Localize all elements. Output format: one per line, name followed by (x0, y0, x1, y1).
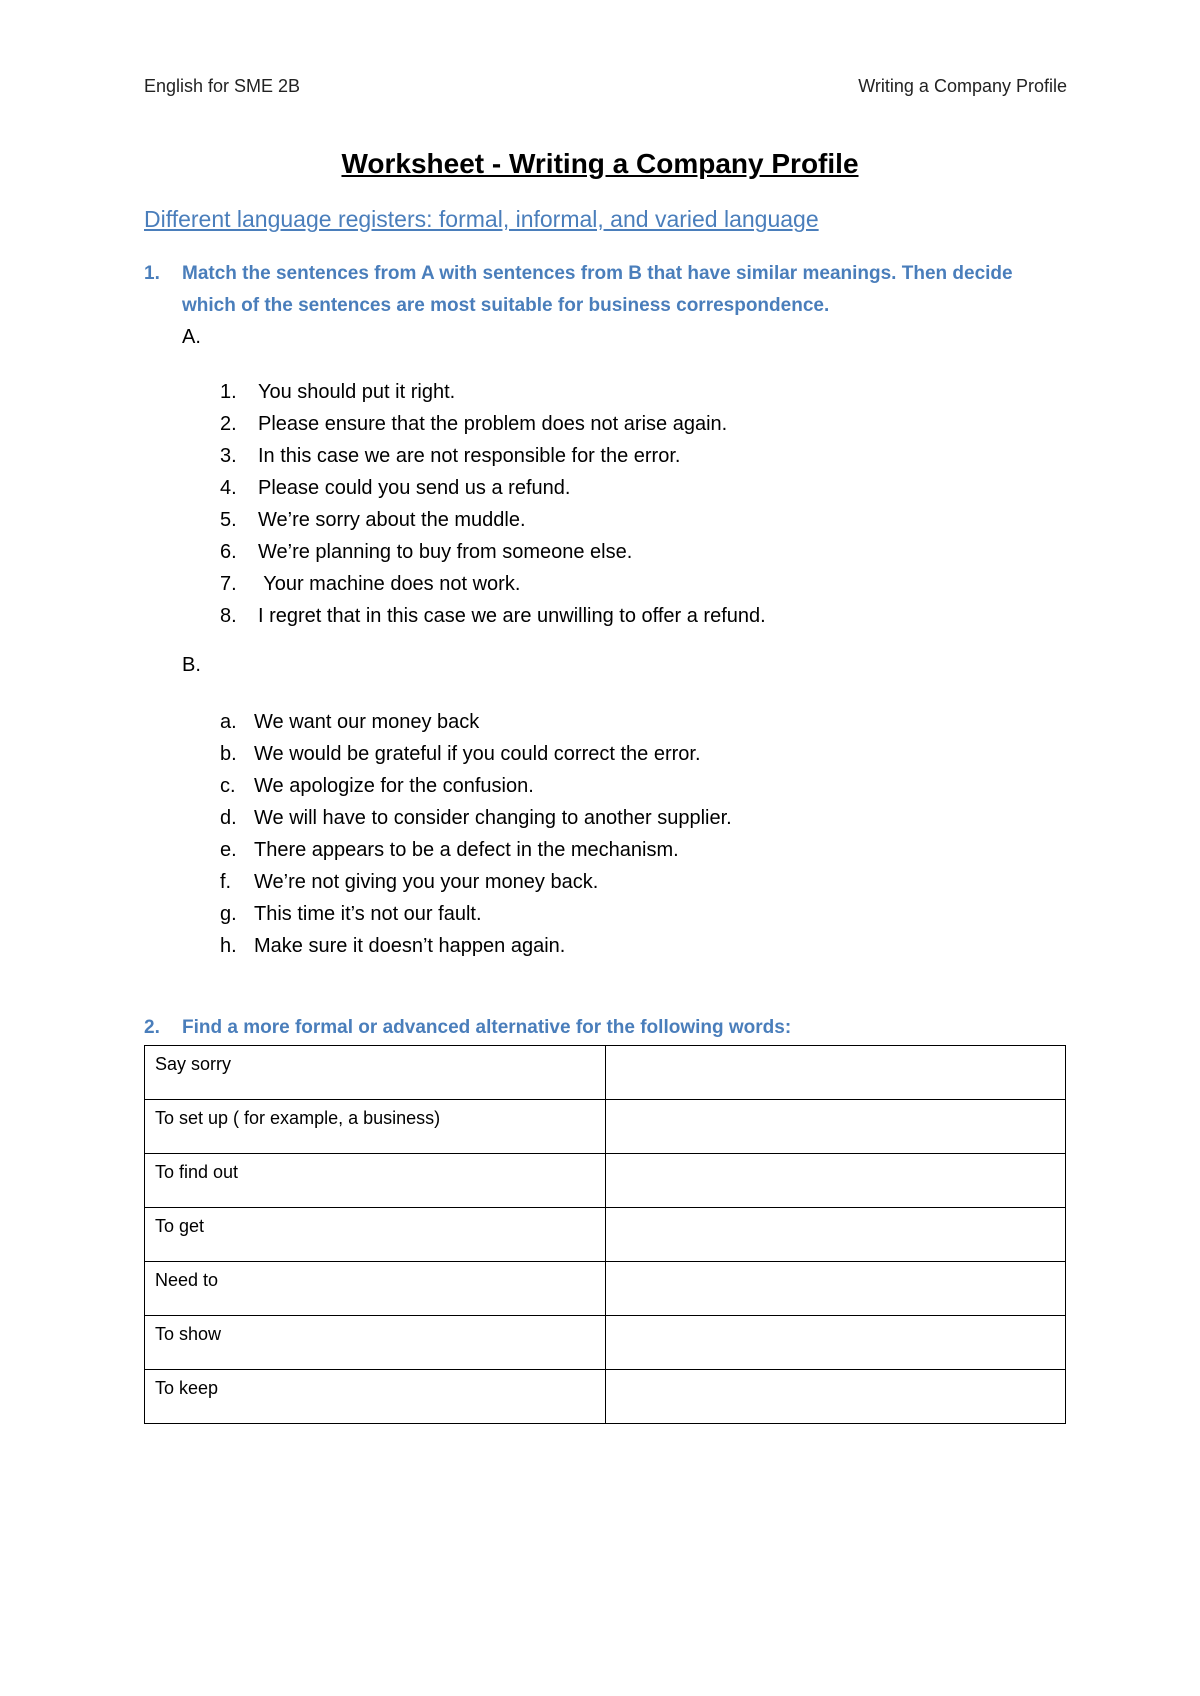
item-text: I regret that in this case we are unwilling to offer a refund. (258, 605, 766, 627)
item-letter: a. (220, 711, 237, 733)
answer-cell[interactable] (605, 1262, 1066, 1316)
item-letter: b. (220, 743, 237, 765)
page-title: Worksheet - Writing a Company Profile (341, 148, 859, 179)
answer-cell[interactable] (605, 1154, 1066, 1208)
table-row (145, 1262, 1066, 1316)
list-item (220, 898, 732, 930)
item-letter: h. (220, 935, 237, 957)
question-2-text: Find a more formal or advanced alternative for the following words: (182, 1017, 792, 1038)
item-text: This time it’s not our fault. (254, 903, 482, 925)
item-text: We would be grateful if you could correct the error. (254, 743, 701, 765)
section-b-label: B. (182, 654, 201, 676)
item-letter: g. (220, 903, 237, 925)
item-number: 3. (220, 445, 237, 467)
table-row (145, 1100, 1066, 1154)
table-row (145, 1154, 1066, 1208)
sentence-list-a (220, 376, 766, 632)
question-1 (144, 258, 1064, 322)
item-text: We want our money back (254, 711, 480, 733)
item-number: 5. (220, 509, 237, 531)
running-header-left: English for SME 2B (144, 76, 301, 96)
list-item (220, 504, 766, 536)
list-item (220, 706, 732, 738)
item-text: You should put it right. (258, 381, 456, 403)
item-letter: f. (220, 871, 232, 893)
word-cell: Say sorry (145, 1046, 606, 1100)
answer-cell[interactable] (605, 1208, 1066, 1262)
item-text: We’re sorry about the muddle. (258, 509, 526, 531)
word-cell: Need to (145, 1262, 606, 1316)
table-row (145, 1208, 1066, 1262)
list-item (220, 802, 732, 834)
answer-cell[interactable] (605, 1370, 1066, 1424)
question-1-text: Match the sentences from A with sentences from B that have similar meanings. Then decide which of the sentences are most suitable for business correspondence. (182, 263, 1013, 316)
item-number: 8. (220, 605, 237, 627)
vocabulary-table (144, 1045, 1066, 1424)
item-number: 1. (220, 381, 237, 403)
question-2-number: 2. (144, 1017, 160, 1038)
item-text: Your machine does not work. (258, 573, 521, 595)
table-row (145, 1316, 1066, 1370)
list-item (220, 866, 732, 898)
item-number: 7. (220, 573, 237, 595)
list-item (220, 600, 766, 632)
item-number: 2. (220, 413, 237, 435)
answer-cell[interactable] (605, 1316, 1066, 1370)
list-item (220, 440, 766, 472)
table-row (145, 1370, 1066, 1424)
item-text: Please could you send us a refund. (258, 477, 571, 499)
table-row (145, 1046, 1066, 1100)
item-number: 4. (220, 477, 237, 499)
item-text: Make sure it doesn’t happen again. (254, 935, 566, 957)
word-cell: To get (145, 1208, 606, 1262)
item-text: Please ensure that the problem does not arise again. (258, 413, 728, 435)
word-cell: To find out (145, 1154, 606, 1208)
list-item (220, 408, 766, 440)
sentence-list-b (220, 706, 732, 962)
section-a-label: A. (182, 326, 201, 348)
list-item (220, 770, 732, 802)
list-item (220, 834, 732, 866)
word-cell: To keep (145, 1370, 606, 1424)
item-number: 6. (220, 541, 237, 563)
item-text: We’re planning to buy from someone else. (258, 541, 633, 563)
question-2 (144, 1012, 1064, 1044)
answer-cell[interactable] (605, 1100, 1066, 1154)
list-item (220, 930, 732, 962)
item-text: We will have to consider changing to another supplier. (254, 807, 732, 829)
item-letter: d. (220, 807, 237, 829)
list-item (220, 536, 766, 568)
list-item (220, 472, 766, 504)
word-cell: To show (145, 1316, 606, 1370)
section-subtitle: Different language registers: formal, informal, and varied language (144, 206, 819, 232)
question-1-number: 1. (144, 263, 160, 284)
item-text: In this case we are not responsible for the error. (258, 445, 681, 467)
item-text: We apologize for the confusion. (254, 775, 534, 797)
item-letter: c. (220, 775, 236, 797)
answer-cell[interactable] (605, 1046, 1066, 1100)
list-item (220, 568, 766, 600)
running-header-right: Writing a Company Profile (858, 76, 1067, 96)
list-item (220, 376, 766, 408)
item-letter: e. (220, 839, 237, 861)
item-text: There appears to be a defect in the mechanism. (254, 839, 679, 861)
word-cell: To set up ( for example, a business) (145, 1100, 606, 1154)
list-item (220, 738, 732, 770)
item-text: We’re not giving you your money back. (254, 871, 599, 893)
